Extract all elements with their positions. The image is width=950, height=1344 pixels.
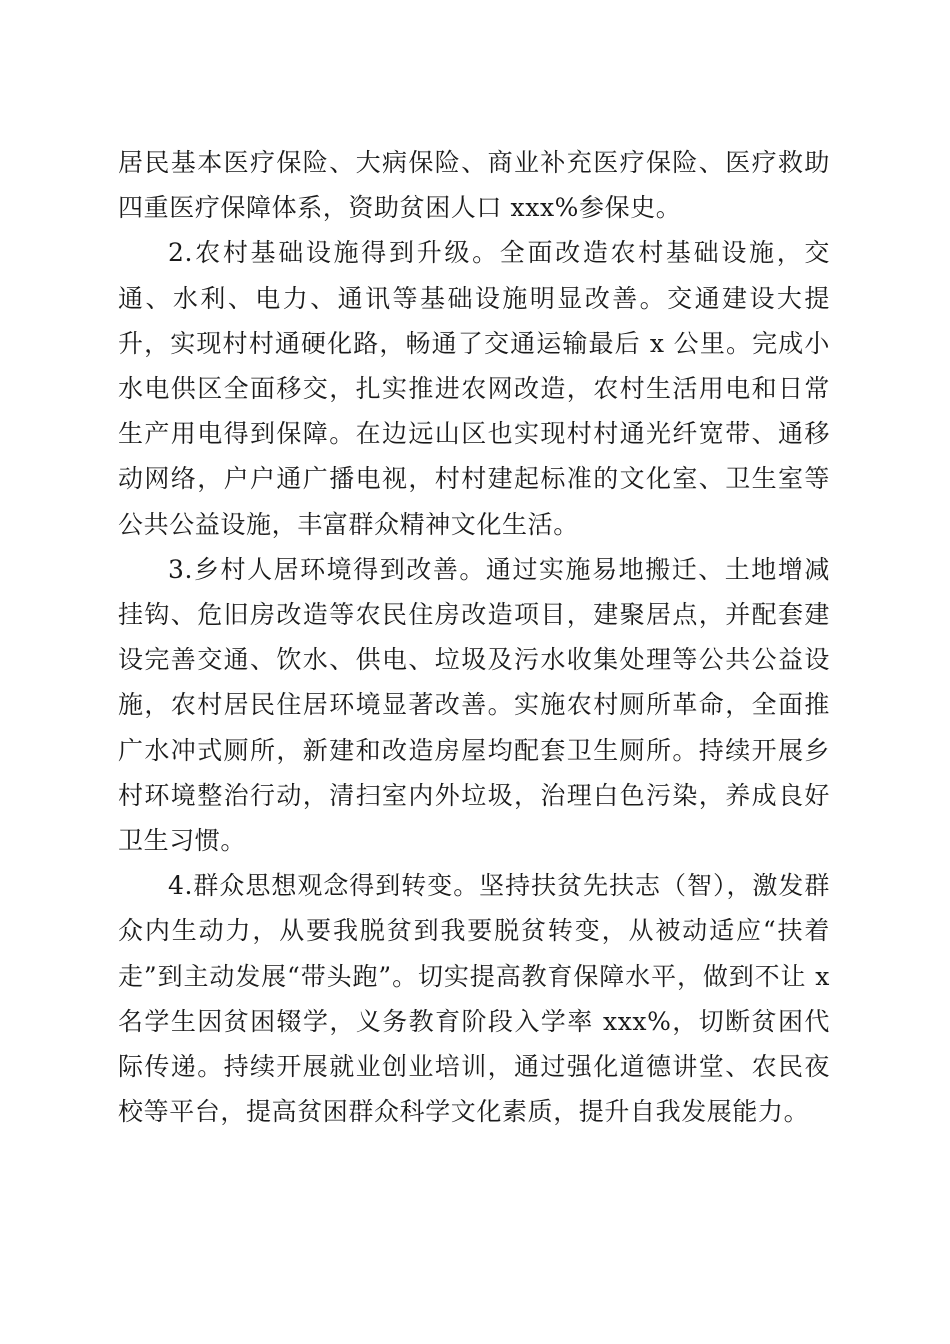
document-body xyxy=(118,140,830,1134)
paragraph-infrastructure: 2.农村基础设施得到升级。全面改造农村基础设施，交通、水利、电力、通讯等基础设施明显改善。交通建设大提升，实现村村通硬化路，畅通了交通运输最后 x 公里。完成小水电供区全面移交，扎实推进农网改造，农村生活用电和日常生产用电得到保障。在边远山区也实现村村通光纤宽带、通移动网络，户户通广播电视，村村建起标准的文化室、卫生室等公共公益设施，丰富群众精神文化生活。 xyxy=(118,238,830,539)
paragraph-living-environment: 3.乡村人居环境得到改善。通过实施易地搬迁、土地增减挂钩、危旧房改造等农民住房改造项目，建聚居点，并配套建设完善交通、饮水、供电、垃圾及污水收集处理等公共公益设施，农村居民住居环境显著改善。实施农村厕所革命，全面推广水冲式厕所，新建和改造房屋均配套卫生厕所。持续开展乡村环境整治行动，清扫室内外垃圾，治理白色污染，养成良好卫生习惯。 xyxy=(118,554,830,856)
paragraph-mindset-change: 4.群众思想观念得到转变。坚持扶贫先扶志（智），激发群众内生动力，从要我脱贫到我要脱贫转变，从被动适应“扶着走”到主动发展“带头跑”。切实提高教育保障水平，做到不让 x 名学生因贫困辍学，义务教育阶段入学率 xxx%，切断贫困代际传递。持续开展就业创业培训，通过强化道德讲堂、农民夜校等平台，提高贫困群众科学文化素质，提升自我发展能力。 xyxy=(118,871,830,1127)
paragraph-continued: 居民基本医疗保险、大病保险、商业补充医疗保险、医疗救助四重医疗保障体系，资助贫困人口 xxx%参保史。 xyxy=(118,148,830,223)
